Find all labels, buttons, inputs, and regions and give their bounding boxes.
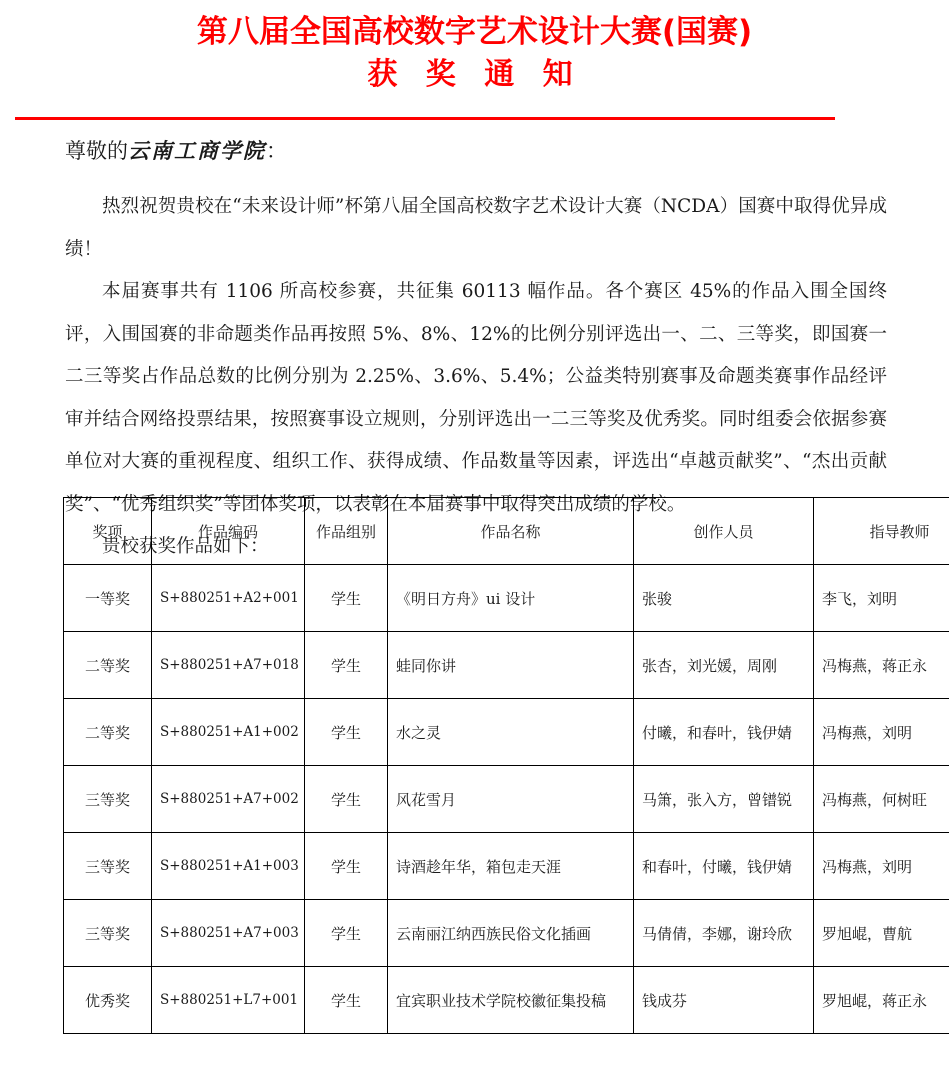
cell-group: 学生: [305, 833, 388, 900]
header-authors: 创作人员: [634, 498, 814, 565]
cell-authors: 张骏: [634, 565, 814, 632]
paragraph-competition-details: 本届赛事共有 1106 所高校参赛，共征集 60113 幅作品。各个赛区 45%的作品入围全国终评，入围国赛的非命题类作品再按照 5%、8%、12%的比例分别评选出一、二、三等奖，即国赛一二三等奖占作品总数的比例分别为 2.25%、3.6%、5.4%；公益类特别赛事及命题类赛事作品经评审并结合网络投票结果，按照赛事设立规则，分别评选出一二三等奖及优秀奖。同时组委会依据参赛单位对大赛的重视程度、组织工作、获得成绩、作品数量等因素，评选出“卓越贡献奖”、“杰出贡献奖”、“优秀组织奖”等团体奖项，以表彰在本届赛事中取得突出成绩的学校。: [65, 281, 887, 515]
cell-authors: 张杏，刘光媛，周刚: [634, 632, 814, 699]
awards-table-header: [64, 498, 949, 565]
recipient-school-name: 云南工商学院: [128, 138, 266, 163]
cell-name: 风花雪月: [388, 766, 634, 833]
table-header-row: [64, 498, 949, 565]
header-name: 作品名称: [388, 498, 634, 565]
cell-teachers: 李飞，刘明: [814, 565, 949, 632]
cell-authors: 马箫，张入方，曾镨锐: [634, 766, 814, 833]
cell-award: 三等奖: [64, 900, 152, 967]
cell-code: S+880251+L7+001: [152, 967, 305, 1034]
cell-code: S+880251+A7+002: [152, 766, 305, 833]
cell-code: S+880251+A1+003: [152, 833, 305, 900]
table-row: [64, 565, 949, 632]
table-row: [64, 833, 949, 900]
cell-award: 三等奖: [64, 766, 152, 833]
header-teachers: 指导教师: [814, 498, 949, 565]
cell-teachers: 冯梅燕，刘明: [814, 833, 949, 900]
salutation-prefix: 尊敬的: [65, 139, 128, 163]
cell-teachers: 冯梅燕，蒋正永: [814, 632, 949, 699]
cell-teachers: 罗旭崐，蒋正永: [814, 967, 949, 1034]
paragraph-congratulation: 热烈祝贺贵校在“未来设计师”杯第八届全国高校数字艺术设计大赛（NCDA）国赛中取得优异成绩！: [65, 196, 887, 260]
cell-group: 学生: [305, 967, 388, 1034]
cell-group: 学生: [305, 900, 388, 967]
cell-group: 学生: [305, 632, 388, 699]
header-code: 作品编码: [152, 498, 305, 565]
cell-code: S+880251+A7+003: [152, 900, 305, 967]
table-row: [64, 632, 949, 699]
cell-name: 宜宾职业技术学院校徽征集投稿: [388, 967, 634, 1034]
cell-name: 《明日方舟》ui 设计: [388, 565, 634, 632]
cell-authors: 和春叶，付曦，钱伊婧: [634, 833, 814, 900]
cell-teachers: 冯梅燕，何树旺: [814, 766, 949, 833]
table-row: [64, 900, 949, 967]
cell-teachers: 罗旭崐，曹航: [814, 900, 949, 967]
awards-table: [63, 497, 949, 1034]
cell-authors: 马倩倩，李娜，谢玲欣: [634, 900, 814, 967]
cell-award: 优秀奖: [64, 967, 152, 1034]
cell-group: 学生: [305, 766, 388, 833]
cell-name: 蛙同你讲: [388, 632, 634, 699]
salutation-suffix: ：: [266, 139, 287, 163]
cell-teachers: 冯梅燕，刘明: [814, 699, 949, 766]
cell-award: 三等奖: [64, 833, 152, 900]
cell-award: 二等奖: [64, 699, 152, 766]
cell-code: S+880251+A1+002: [152, 699, 305, 766]
title-line-1: 第八届全国高校数字艺术设计大赛(国赛): [196, 14, 753, 50]
document-title-block: [0, 0, 949, 96]
table-row: [64, 967, 949, 1034]
header-award: 奖项: [64, 498, 152, 565]
cell-authors: 钱成芬: [634, 967, 814, 1034]
cell-name: 云南丽江纳西族民俗文化插画: [388, 900, 634, 967]
paragraph-awards-intro: 贵校获奖作品如下：: [102, 536, 269, 557]
salutation: [65, 134, 949, 168]
cell-group: 学生: [305, 699, 388, 766]
red-horizontal-rule: [15, 117, 835, 120]
cell-code: S+880251+A2+001: [152, 565, 305, 632]
header-group: 作品组别: [305, 498, 388, 565]
title-line-2: 获 奖 通 知: [367, 57, 582, 92]
cell-award: 二等奖: [64, 632, 152, 699]
awards-table-body: [64, 565, 949, 1034]
cell-authors: 付曦，和春叶，钱伊婧: [634, 699, 814, 766]
cell-award: 一等奖: [64, 565, 152, 632]
cell-name: 诗酒趁年华，箱包走天涯: [388, 833, 634, 900]
table-row: [64, 699, 949, 766]
cell-name: 水之灵: [388, 699, 634, 766]
table-row: [64, 766, 949, 833]
cell-code: S+880251+A7+018: [152, 632, 305, 699]
cell-group: 学生: [305, 565, 388, 632]
